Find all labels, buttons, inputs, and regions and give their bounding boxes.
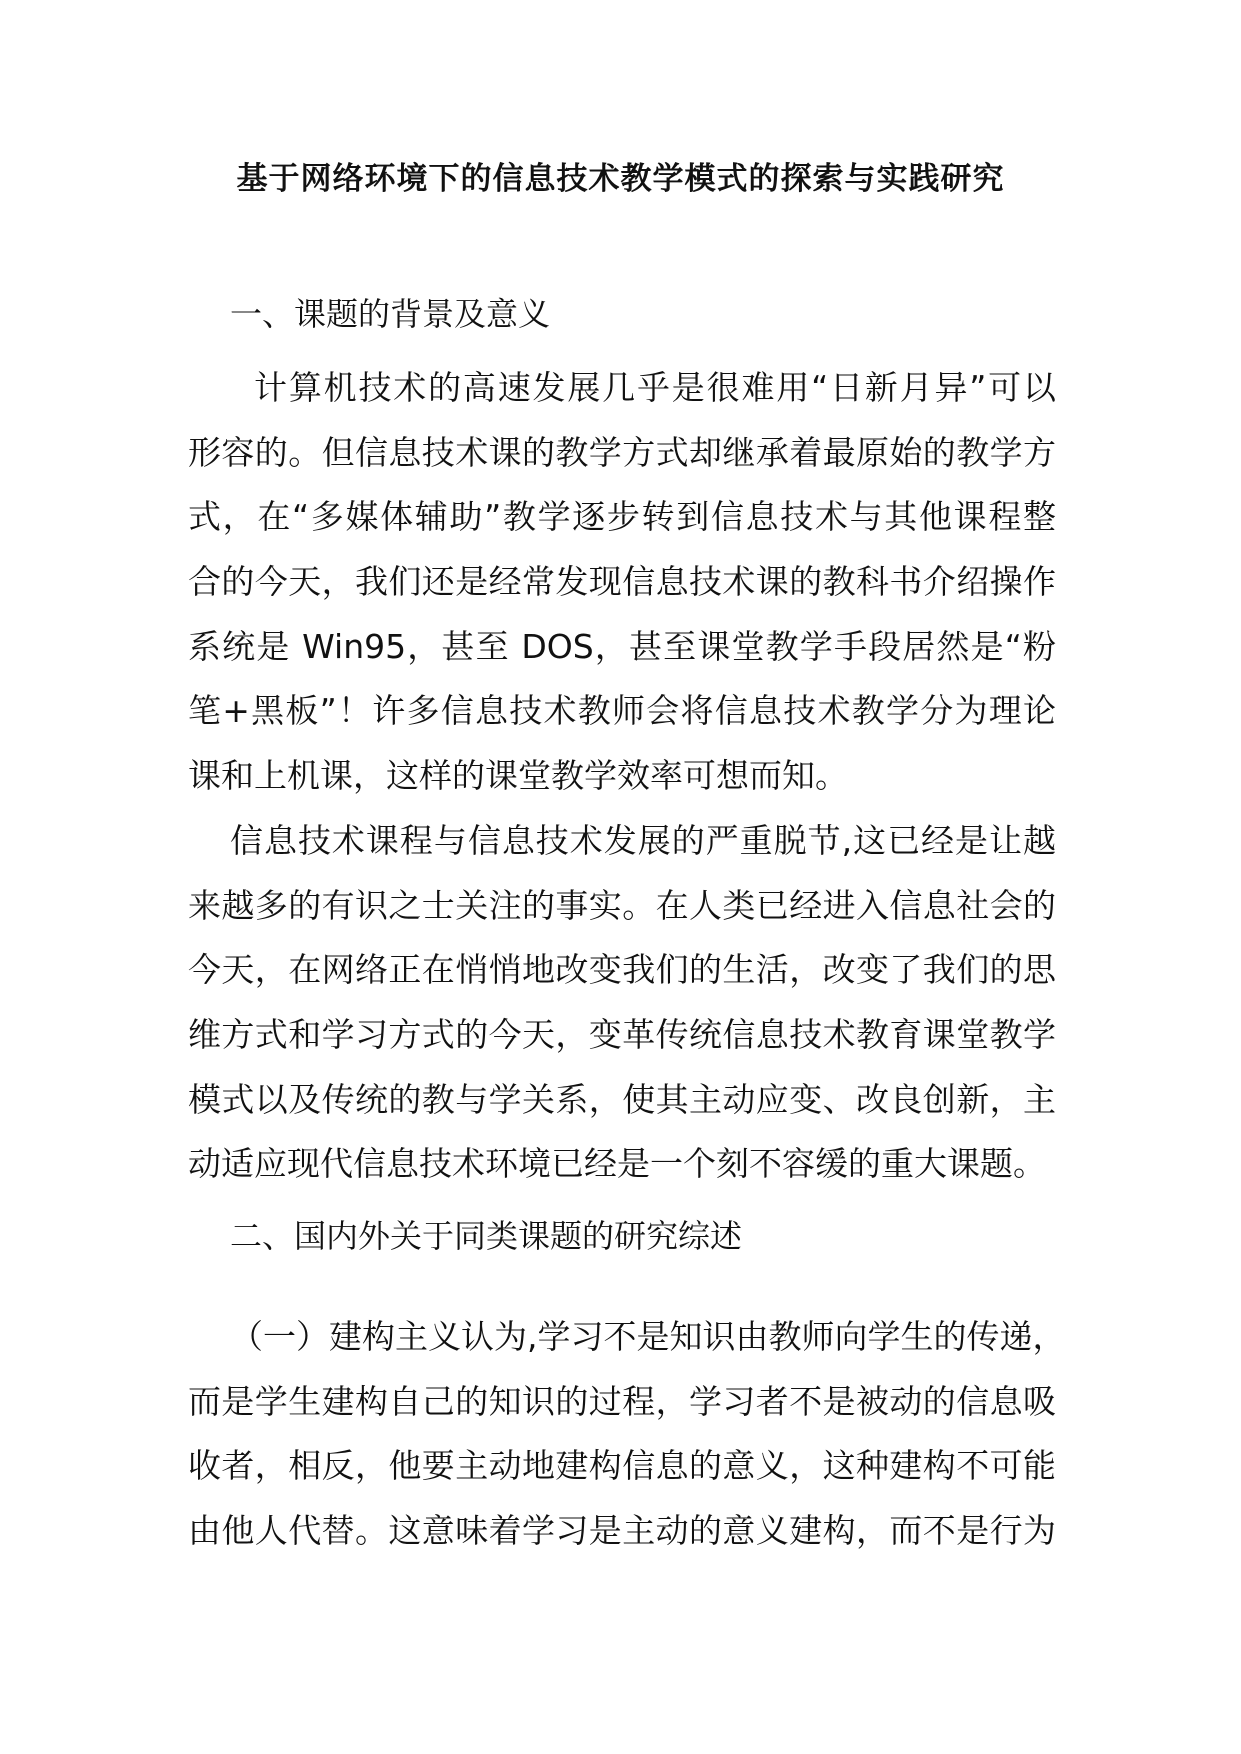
paragraph-line: 而是学生建构自己的知识的过程，学习者不是被动的信息吸	[188, 1381, 1056, 1421]
paragraph-line: 来越多的有识之士关注的事实。在人类已经进入信息社会的	[188, 885, 1056, 925]
paragraph-constructivism	[188, 1305, 1066, 1564]
paragraph-line: 笔+黑板”！许多信息技术教师会将信息技术教学分为理论	[188, 691, 1056, 731]
paragraph-line: 形容的。但信息技术课的教学方式却继承着最原始的教学方	[188, 432, 1056, 472]
paragraph-line: 今天，在网络正在悄悄地改变我们的生活，改变了我们的思	[188, 950, 1056, 990]
paragraph-line: 信息技术课程与信息技术发展的严重脱节,这已经是让越	[230, 821, 1056, 860]
paragraph-line: 动适应现代信息技术环境已经是一个刻不容缓的重大课题。	[188, 1144, 1046, 1184]
document-title: 基于网络环境下的信息技术教学模式的探索与实践研究	[236, 161, 1005, 197]
paragraph-line: 由他人代替。这意味着学习是主动的意义建构，而不是行为	[188, 1511, 1056, 1551]
paragraph-background	[188, 356, 1056, 809]
paragraph-line: 收者，相反，他要主动地建构信息的意义，这种建构不可能	[188, 1446, 1056, 1486]
paragraph-line: 式，在“多媒体辅助”教学逐步转到信息技术与其他课程整	[188, 497, 1056, 537]
paragraph-line: 合的今天，我们还是经常发现信息技术课的教科书介绍操作	[188, 562, 1056, 602]
paragraph-line: 维方式和学习方式的今天，变革传统信息技术教育课堂教学	[188, 1015, 1056, 1055]
paragraph-line: 系统是 Win95，甚至 DOS，甚至课堂教学手段居然是“粉	[188, 626, 1056, 666]
paragraph-line: （一）建构主义认为,学习不是知识由教师向学生的传递，	[230, 1317, 1066, 1356]
section-heading-review: 二、国内外关于同类课题的研究综述	[230, 1217, 743, 1255]
paragraph-line: 课和上机课，这样的课堂教学效率可想而知。	[188, 756, 848, 796]
paragraph-line: 模式以及传统的教与学关系，使其主动应变、改良创新，主	[188, 1079, 1056, 1119]
section-heading-background: 一、课题的背景及意义	[230, 295, 551, 333]
paragraph-line: 计算机技术的高速发展几乎是很难用“日新月异”可以	[254, 368, 1056, 407]
paragraph-disconnect	[188, 809, 1056, 1197]
